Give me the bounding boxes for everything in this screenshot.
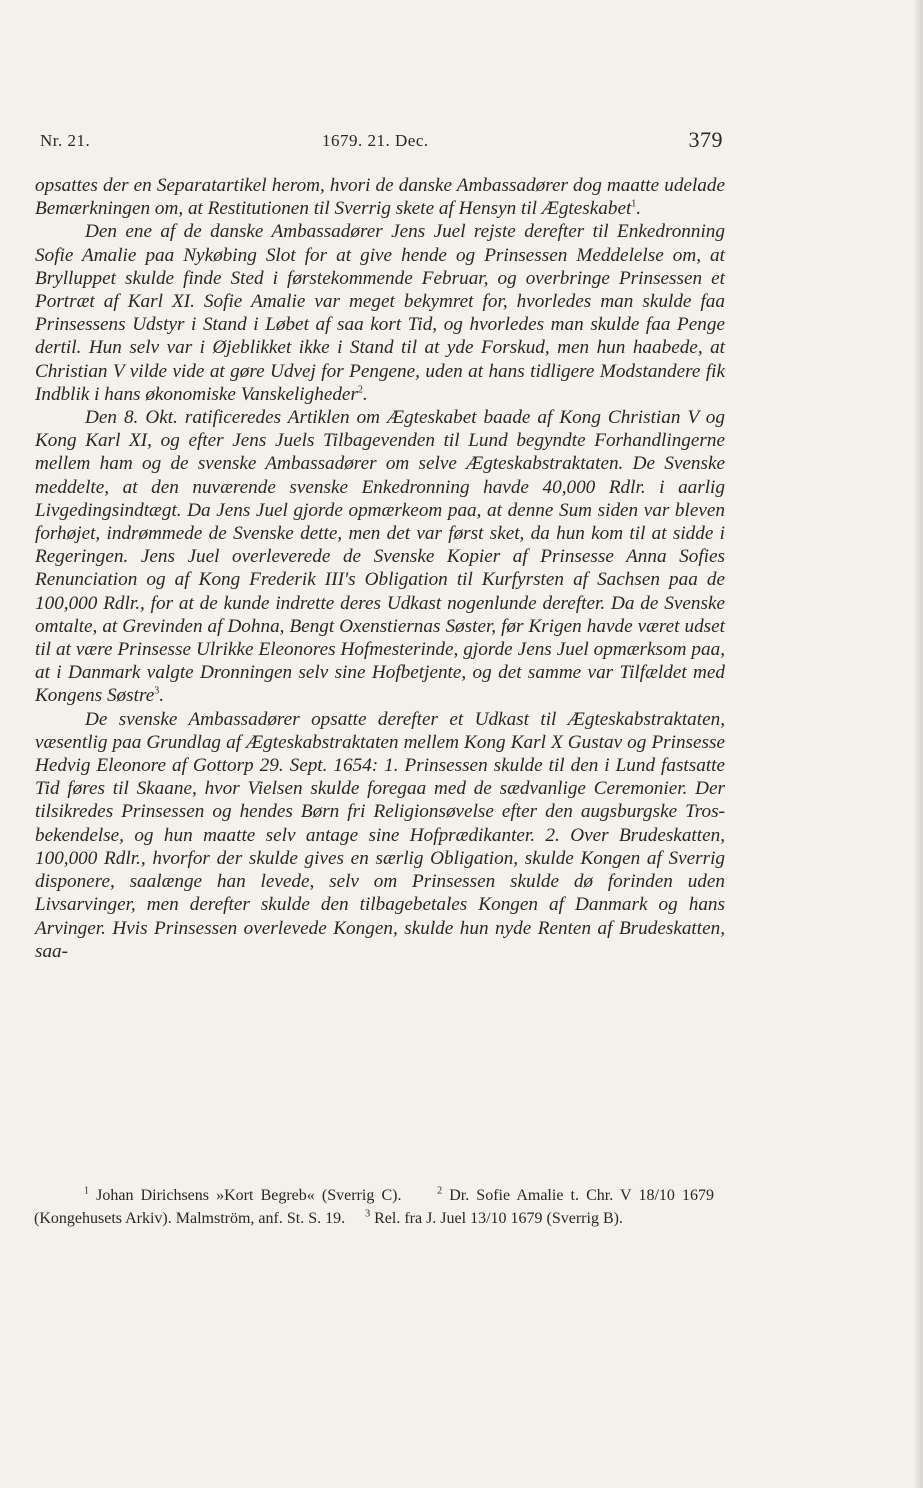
paragraph: Den 8. Okt. ratificeredes Artiklen om Ægteskabet baade af Kong Christian V og Kong Karl XI, og efter Jens Juels Tilbagevenden til Lund begyndte Forhandlingerne mellem ham og de svenske Ambassadører om selve Ægteskabstraktaten. De Svenske meddelte, at den nuværende svenske Enkedronning havde 40,000 Rdlr. i aarlig Livgedingsindtægt. Da Jens Juel gjorde opmærkeom paa, at denne Sum siden var bleven forhøjet, indrømmede de Svenske dette, men det var først sket, da hun kom til at sidde i Regeringen. Jens Juel overleverede de Svenske Kopier af Prinsesse Anna Sofies Renunciation og af Kong Frederik III's Obligation til Kurfyrsten af Sachsen paa de 100,000 Rdlr., for at de kunde indrette deres Udkast nogenlunde derefter. Da de Svenske omtalte, at Grevinden af Dohna, Bengt Oxenstiernas Søster, før Krigen havde været udset til at være Prinsesse Ulrikke Eleonores Hofmesterinde, gjorde Jens Juel opmærksom paa, at i Danmark valgte Dronningen selv sine Hofbetjente, og det samme var Tilfældet med Kongens Søstre$^3$.	[35, 407, 725, 707]
footnote-ref: 1	[631, 198, 637, 210]
footnote-text: Johan Dirichsens »Kort Begreb« (Sverrig C).	[96, 1187, 402, 1204]
document-date: 1679. 21. Dec.	[322, 131, 429, 150]
document-number: Nr. 21.	[40, 131, 91, 150]
main-text	[35, 174, 725, 963]
paragraph: De svenske Ambassadører opsatte derefter et Udkast til Ægteskabstraktaten, væsentlig paa Grundlag af Ægteskabstraktaten mellem Kong Karl X Gustav og Prinsesse Hedvig Eleonore af Gottorp 29. Sept. 1654: 1. Prinsessen skulde til den i Lund fastsatte Tid føres til Skaane, hvor Vielsen skulde foregaa med de sædvanlige Ceremonier. Der tilsikredes Prinsessen og hendes Børn fri Religionsøvelse efter den augsburgske Trosbekendelse, og hun maatte selv antage sine Hofprædikanter. 2. Over Brudeskatten, 100,000 Rdlr., hvorfor der skulde gives en særlig Obligation, skulde Kongen af Sverrig disponere, saalænge han levede, selv om Prinsessen skulde dø forinden uden Livsarvinger, men derefter skulde den tilbagebetales Kongen af Danmark og hans Arvinger. Hvis Prinsessen overlevede Kongen, skulde hun nyde Renten af Brudeskatten, saa-	[35, 708, 725, 962]
footnote-mark: 3	[365, 1208, 371, 1220]
paragraph: Den ene af de danske Ambassadører Jens Juel rejste derefter til Enkedronning Sofie Amalie paa Nykøbing Slot for at give hende og Prinsessen Meddelelse om, at Brylluppet skulde finde Sted i førstekommende Februar, og overbringe Prinsessen et Portræt af Karl XI. Sofie Amalie var meget bekymret for, hvorledes man skulde faa Prinsessens Udstyr i Stand i Løbet af saa kort Tid, og hvorledes man skulde faa Penge dertil. Hun selv var i Øjeblikket ikke i Stand til at yde Forskud, men hun haabede, at Christian V vilde vide at gøre Udvej for Pengene, uden at hans tidligere Modstandere fik Indblik i hans økonomiske Vanskeligheder$^2$.	[35, 221, 725, 405]
footnotes	[34, 1184, 714, 1230]
footnote-ref: 3	[154, 686, 160, 698]
page-number: 379	[688, 127, 723, 152]
footnote-text: Dr. Sofie Amalie t. Chr. V 18/10 1679 (Kongehusets Arkiv). Malmström, anf. St. S. 19.	[34, 1187, 715, 1227]
running-header	[40, 127, 723, 155]
paragraph: opsattes der en Separatartikel herom, hvori de danske Ambassadører dog maatte udelade Bemærkningen om, at Restitutionen til Sverrig skete af Hensyn til Ægteskabet$^1$.	[35, 175, 725, 220]
footnote-mark: 1	[84, 1185, 89, 1197]
page-edge-shadow	[913, 0, 923, 1488]
footnote-block	[34, 1184, 714, 1230]
footnote-mark: 2	[437, 1185, 443, 1197]
footnote-ref: 2	[357, 384, 363, 396]
footnote-text: Rel. fra J. Juel 13/10 1679 (Sverrig B).	[374, 1210, 623, 1227]
